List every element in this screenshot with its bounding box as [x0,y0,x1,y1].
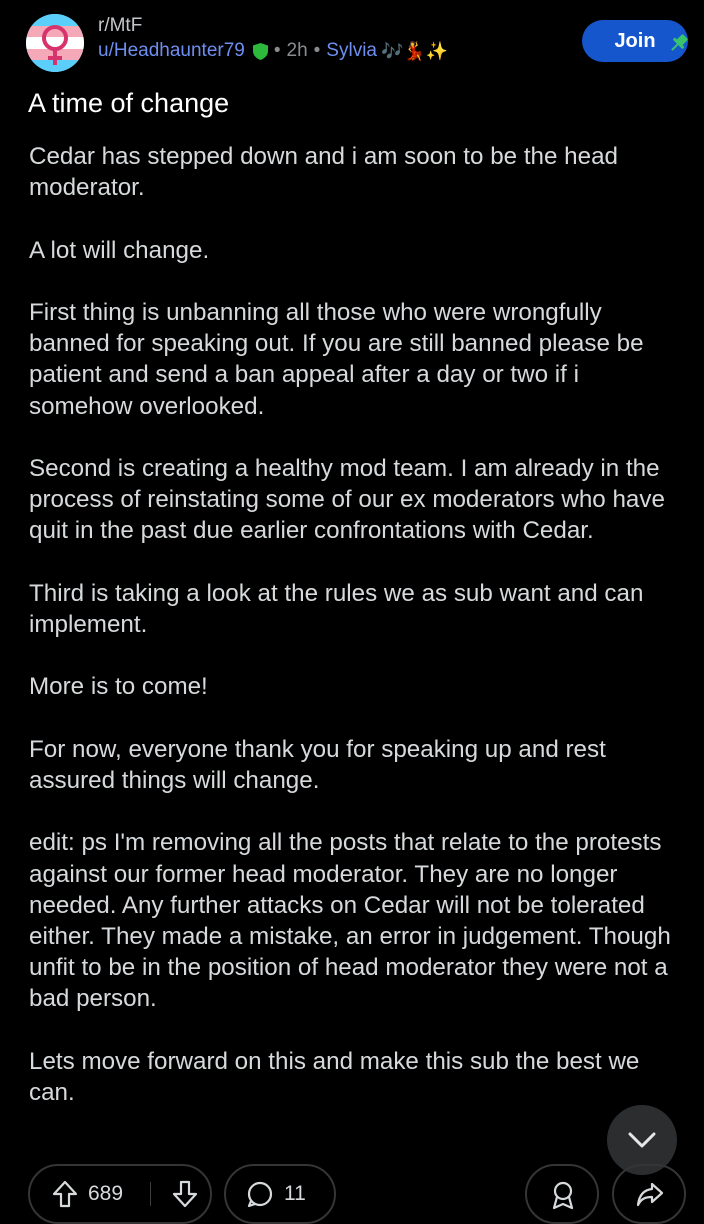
share-pill[interactable] [612,1164,686,1224]
join-button[interactable]: Join [582,20,688,62]
action-bar [28,1164,704,1224]
subreddit-name[interactable]: r/MtF [98,15,143,36]
body-paragraph: For now, everyone thank you for speaking up and rest assured things will change. [29,735,606,794]
arrow-down-icon[interactable] [172,1180,198,1208]
subreddit-avatar[interactable] [26,14,84,72]
flair-emojis: 🎶💃✨ [380,41,449,61]
award-group [549,1180,577,1210]
user-flair: Sylvia [326,40,377,61]
comment-pill[interactable] [224,1164,336,1224]
pin-icon [668,32,690,54]
downvote-group [172,1180,198,1208]
comment-count: 11 [284,1182,306,1205]
chevron-down-icon [627,1131,657,1149]
body-paragraph: A lot will change. [29,236,210,264]
comment-bubble-icon [246,1180,274,1208]
body-paragraph: Third is taking a look at the rules we as sub want and can implement. [29,579,644,638]
share-group [636,1180,664,1208]
comment-group [246,1180,306,1208]
body-paragraph: More is to come! [29,673,208,701]
shield-icon [253,43,268,60]
vote-divider [150,1182,151,1206]
body-paragraph: First thing is unbanning all those who were wrongfully banned for speaking out. If you are still banned please be patient and send a ban appeal after a day or two if i somehow overlooked. [29,298,644,420]
separator-dot: • [313,40,321,61]
award-pill[interactable] [525,1164,599,1224]
vote-pill [28,1164,212,1224]
post-age: 2h [286,40,308,61]
post-body [29,141,684,1139]
award-icon [549,1180,577,1210]
upvote-group [52,1180,123,1208]
upvote-count: 689 [88,1182,124,1205]
post-meta [98,14,578,64]
trans-flag-venus-icon [26,14,84,72]
body-paragraph: edit: ps I'm removing all the posts that relate to the protests against our former head moderator. They are no longer needed. Any further attacks on Cedar will not be tolerated either. They made a mistake, an error in judgement. Though unfit to be in the position of head moderator they were not a bad person. [29,829,671,1013]
author-username[interactable]: u/Headhaunter79 [98,40,245,61]
body-paragraph: Cedar has stepped down and i am soon to be the head moderator. [29,143,618,202]
share-icon [636,1180,664,1208]
arrow-up-icon[interactable] [52,1180,78,1208]
body-paragraph: Second is creating a healthy mod team. I am already in the process of reinstating some of our ex moderators who have quit in the past due earlier confrontations with Cedar. [29,454,665,545]
post-header [26,14,690,74]
post-title: A time of change [28,88,230,118]
separator-dot: • [273,40,281,61]
author-line [98,38,578,64]
body-paragraph: Lets move forward on this and make this sub the best we can. [29,1047,640,1106]
